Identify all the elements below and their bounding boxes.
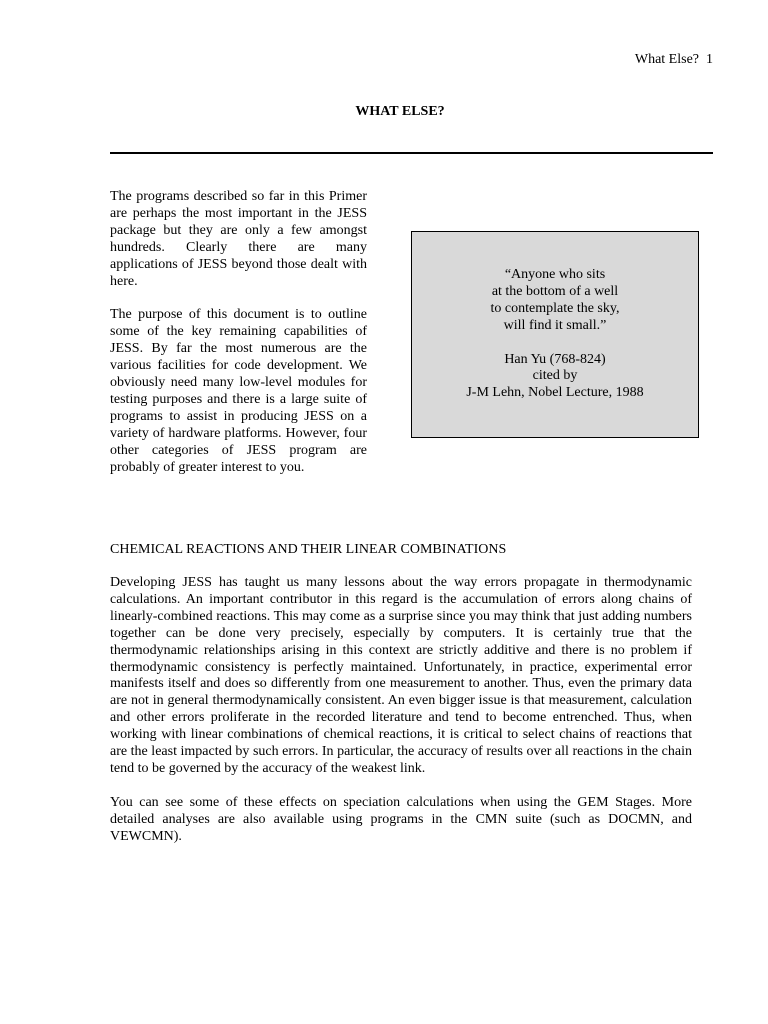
quote-box [411, 231, 699, 438]
page-title: WHAT ELSE? [355, 104, 445, 119]
quote-line-3: to contemplate the sky, [490, 300, 620, 316]
intro-column [110, 189, 367, 494]
intro-paragraph-1: The programs described so far in this Primer are perhaps the most important in the JESS package but they are only a few amongst hundreds. Clearly there are many applications of JESS beyond those dealt with here. [110, 189, 367, 289]
section-body [110, 575, 692, 863]
running-title: What Else? [634, 52, 699, 67]
section-heading: CHEMICAL REACTIONS AND THEIR LINEAR COMBINATIONS [110, 542, 507, 557]
quote-line-1: “Anyone who sits [504, 267, 606, 282]
attribution-cited-by: cited by [532, 368, 578, 384]
attribution-author: Han Yu (768-824) [504, 351, 606, 367]
quote-attribution [412, 352, 698, 403]
section-paragraph-1: Developing JESS has taught us many lessons about the way errors propagate in thermodynamic calculations. An important contributor in this regard is the accumulation of errors along chains of linearly-combined reactions. This may come as a surprise since you may think that just adding numbers together can be done very precisely, especially by computers. It is certainly true that the thermodynamic relationships arising in this context are strictly additive and there is no problem if thermodynamic consistency is perfectly maintained. Unfortunately, in practice, experimental error manifests itself and does so differently from one measurement to another. Thus, even the primary data are not in general thermodynamically consistent. An even bigger issue is that measurement, calculation and other errors proliferate in the recorded literature and tend to become entrenched. Thus, when working with linear combinations of chemical reactions, it is critical to select chains of reactions that are the least impacted by such errors. In particular, the accuracy of results over all reactions in the chain tend to be governed by the accuracy of the weakest link. [110, 575, 692, 776]
title-divider [110, 152, 713, 154]
running-header [635, 51, 713, 68]
intro-paragraph-2: The purpose of this document is to outline some of the key remaining capabilities of JESS. By far the most numerous are the various facilities for code development. We obviously need many low-level modules for testing purposes and there is a large suite of programs to assist in producing JESS on a variety of hardware platforms. However, four other categories of JESS program are probably of greater interest to you. [110, 307, 367, 475]
page-number: 1 [706, 52, 713, 67]
quote-line-2: at the bottom of a well [491, 283, 619, 299]
section-paragraph-2: You can see some of these effects on speciation calculations when using the GEM Stages. More detailed analyses are also available using programs in the CMN suite (such as DOCMN, and VEWCMN). [110, 794, 692, 844]
quote-line-4: will find it small.” [503, 317, 607, 333]
attribution-source: J-M Lehn, Nobel Lecture, 1988 [466, 385, 644, 401]
quote-text [412, 267, 698, 335]
